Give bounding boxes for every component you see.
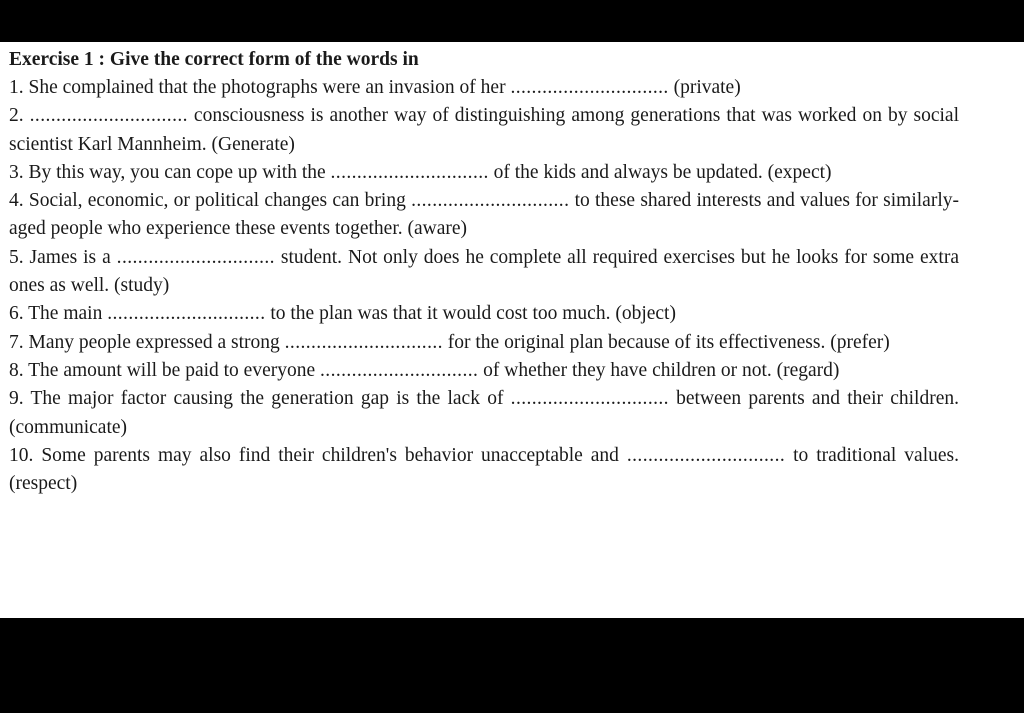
item-text-after: of the kids and always be updated. (expect) bbox=[488, 161, 832, 183]
answer-blank: .............................. bbox=[510, 77, 669, 98]
answer-blank: .............................. bbox=[510, 388, 669, 410]
answer-blank: .............................. bbox=[411, 190, 570, 212]
exercise-item-10 bbox=[9, 442, 959, 499]
item-text-before: 2. bbox=[9, 105, 30, 127]
exercise-item-8 bbox=[9, 357, 959, 385]
item-text-before: 5. James is a bbox=[9, 246, 117, 268]
exercise-title: Exercise 1 : Give the correct form of the words in bbox=[9, 49, 419, 70]
item-text-after: consciousness is another way of distinguishing among generations that was worked on by social scientist Karl Mannheim. (Generate) bbox=[9, 105, 959, 155]
item-text-before: 1. She complained that the photographs were an invasion of her bbox=[9, 77, 511, 98]
exercise-item-1 bbox=[9, 74, 959, 102]
item-text-before: 10. Some parents may also find their children's behavior unacceptable and bbox=[9, 444, 627, 466]
answer-blank: .............................. bbox=[330, 161, 489, 183]
document-page bbox=[0, 42, 1024, 618]
item-text-after: of whether they have children or not. (regard) bbox=[478, 359, 840, 381]
item-text-after: for the original plan because of its effectiveness. (prefer) bbox=[442, 331, 890, 353]
item-text-before: 9. The major factor causing the generation gap is the lack of bbox=[9, 388, 511, 410]
exercise-item-2 bbox=[9, 102, 959, 159]
exercise-item-3 bbox=[9, 159, 959, 187]
answer-blank: .............................. bbox=[29, 105, 188, 127]
item-text-after: to these shared interests and values for similarly-aged people who experience these events together. (aware) bbox=[9, 190, 959, 240]
exercise-item-7 bbox=[9, 329, 959, 357]
answer-blank: .............................. bbox=[116, 246, 275, 268]
answer-blank: .............................. bbox=[284, 331, 443, 353]
exercise-item-5 bbox=[9, 244, 959, 301]
item-text-after: between parents and their children. (communicate) bbox=[9, 388, 959, 438]
exercise-list bbox=[9, 74, 959, 498]
item-text-after: student. Not only does he complete all required exercises but he looks for some extra ones as well. (study) bbox=[9, 246, 959, 297]
item-text-before: 6. The main bbox=[9, 303, 108, 325]
exercise-item-9 bbox=[9, 385, 959, 442]
answer-blank: .............................. bbox=[107, 303, 266, 325]
item-text-before: 8. The amount will be paid to everyone bbox=[9, 359, 321, 381]
item-text-after: to traditional values. (respect) bbox=[9, 444, 959, 495]
item-text-after: to the plan was that it would cost too much. (object) bbox=[265, 303, 676, 325]
answer-blank: .............................. bbox=[626, 444, 786, 466]
answer-blank: .............................. bbox=[320, 359, 479, 381]
item-text-before: 3. By this way, you can cope up with the bbox=[9, 161, 331, 183]
item-text-after: (private) bbox=[668, 77, 741, 98]
item-text-before: 4. Social, economic, or political changes can bring bbox=[9, 190, 412, 212]
exercise-item-6 bbox=[9, 300, 959, 328]
exercise-item-4 bbox=[9, 187, 959, 244]
item-text-before: 7. Many people expressed a strong bbox=[9, 331, 285, 353]
